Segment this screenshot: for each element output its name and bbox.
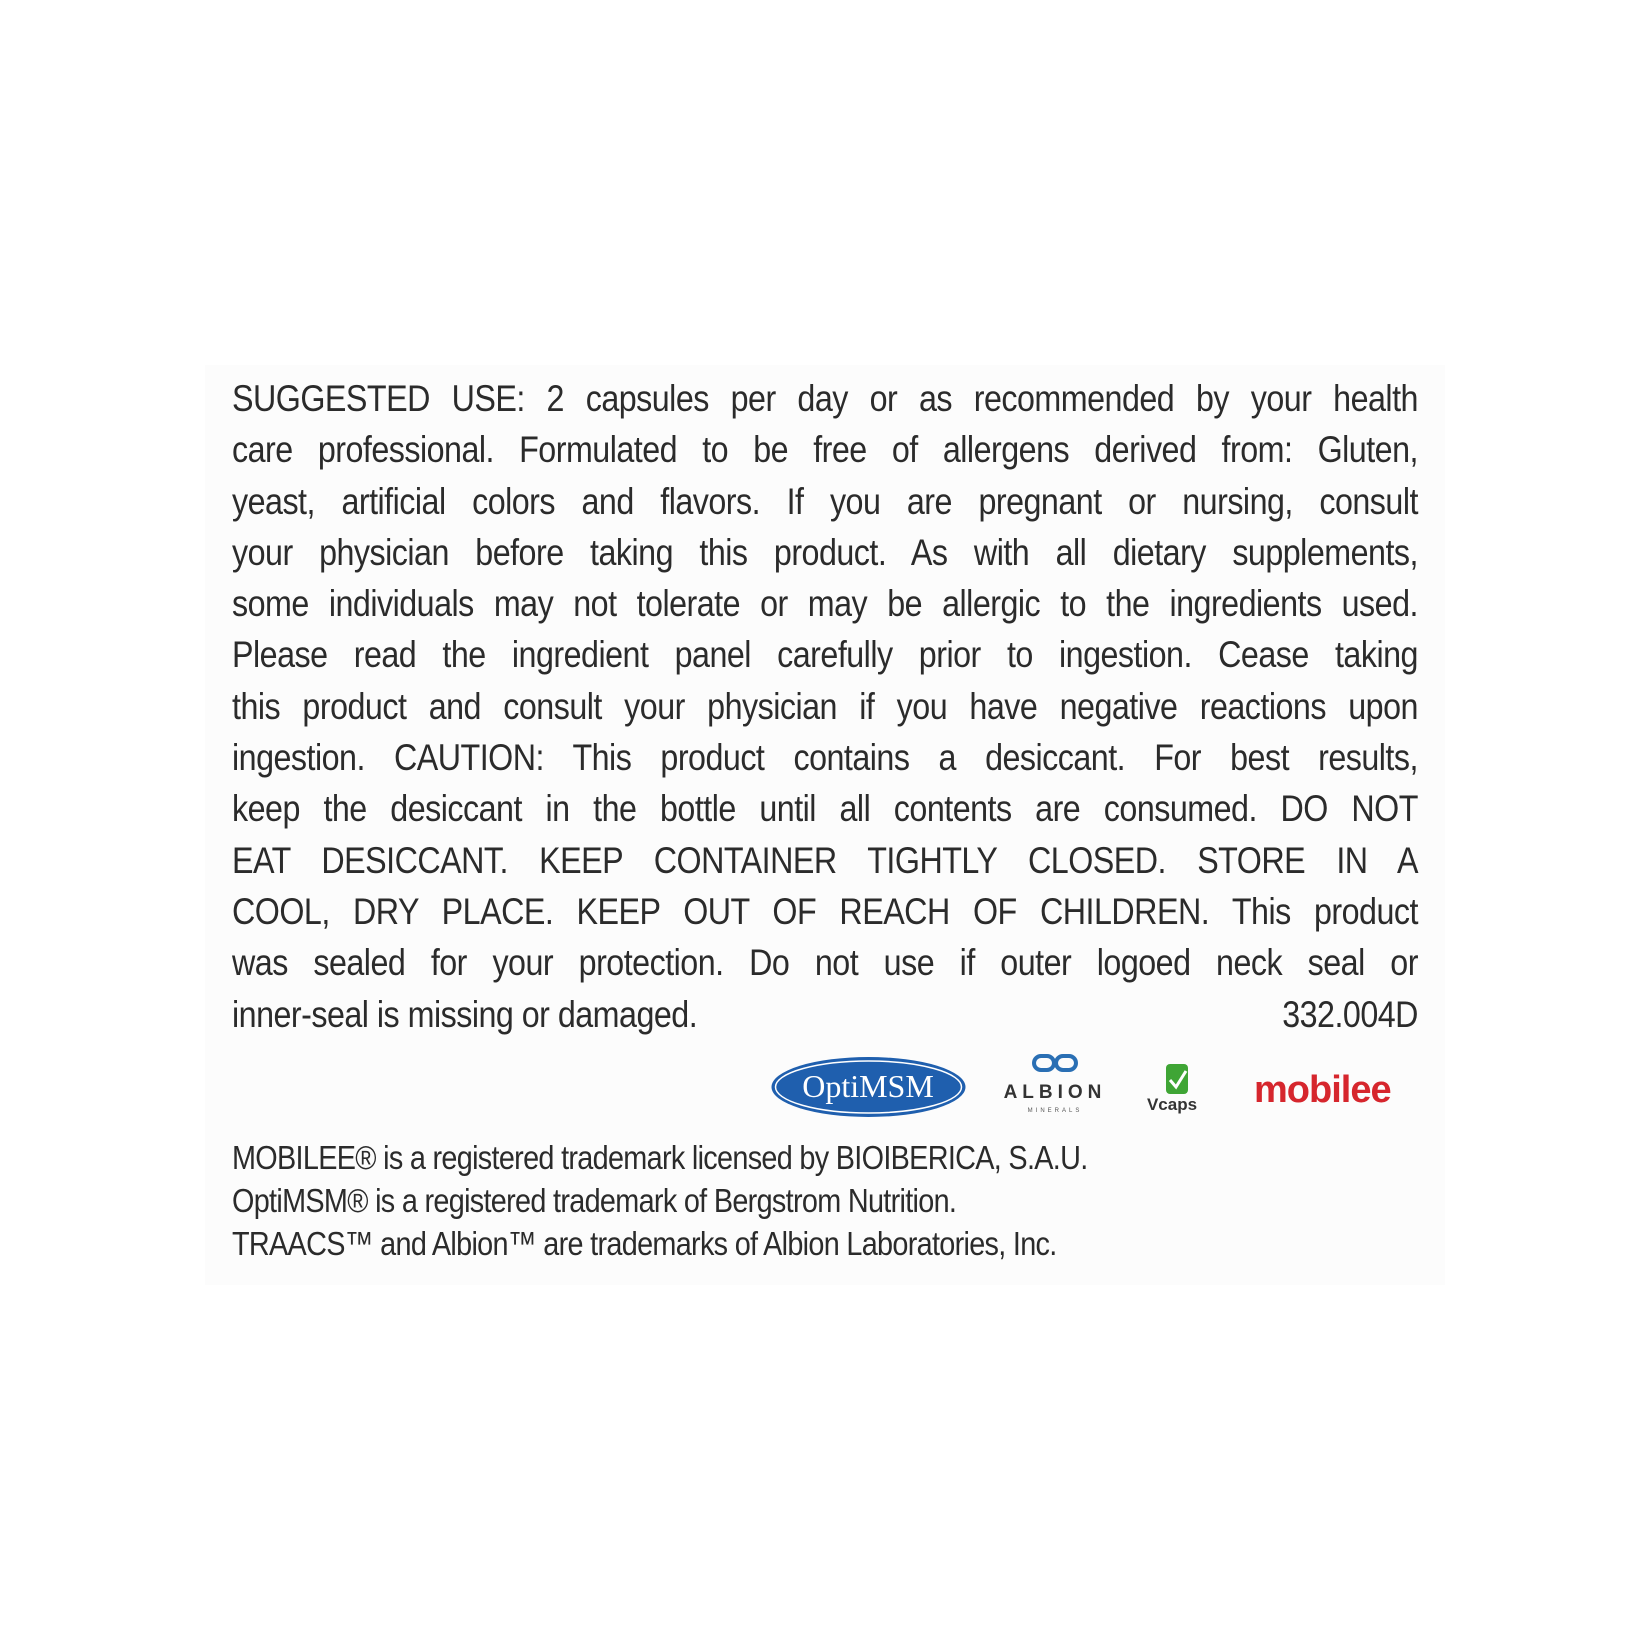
usage-line: ingestion. CAUTION: This product contains a desiccant. For best results, xyxy=(232,736,1418,779)
usage-line: keep the desiccant in the bottle until all contents are consumed. DO NOT xyxy=(232,787,1418,830)
albion-logo xyxy=(996,1052,1114,1122)
usage-line: was sealed for your protection. Do not use if outer logoed neck seal or xyxy=(232,941,1418,984)
usage-line: your physician before taking this product. As with all dietary supplements, xyxy=(232,530,1418,573)
usage-line: yeast, artificial colors and flavors. If you are pregnant or nursing, consult xyxy=(232,479,1418,522)
usage-line: SUGGESTED USE: 2 capsules per day or as recommended by your health xyxy=(232,377,1418,419)
albion-logo-subtext: MINERALS xyxy=(1027,1108,1083,1114)
trademark-line: MOBILEE® is a registered trademark licensed by BIOIBERICA, S.A.U. xyxy=(232,1140,1088,1177)
optimsm-logo-text: OptiMSM xyxy=(802,1068,934,1104)
mobilee-logo xyxy=(1250,1062,1420,1118)
logo-row xyxy=(770,1048,1420,1128)
last-line-row xyxy=(232,989,1418,1040)
usage-last-line: inner-seal is missing or damaged. xyxy=(232,992,698,1035)
trademark-line: TRAACS™ and Albion™ are trademarks of Albion Laboratories, Inc. xyxy=(232,1226,1057,1263)
trademark-notices xyxy=(232,1137,1088,1266)
lot-code: 332.004D xyxy=(1282,992,1418,1035)
usage-line: COOL, DRY PLACE. KEEP OUT OF REACH OF CHILDREN. This product xyxy=(232,889,1418,932)
usage-line: some individuals may not tolerate or may be allergic to the ingredients used. xyxy=(232,582,1418,625)
vcaps-logo-text: Vcaps xyxy=(1146,1095,1198,1114)
usage-line: EAT DESICCANT. KEEP CONTAINER TIGHTLY CLOSED. STORE IN A xyxy=(232,838,1418,881)
albion-logo-text: ALBION xyxy=(1003,1082,1107,1103)
optimsm-logo xyxy=(770,1056,967,1118)
suggested-use-text xyxy=(232,373,1418,1040)
usage-line: care professional. Formulated to be free of allergens derived from: Gluten, xyxy=(232,428,1418,471)
vcaps-logo xyxy=(1132,1060,1216,1120)
vcaps-leaf-icon xyxy=(1166,1064,1188,1094)
mobilee-logo-text: mobilee xyxy=(1254,1069,1391,1111)
usage-line: Please read the ingredient panel carefully prior to ingestion. Cease taking xyxy=(232,633,1418,676)
trademark-line: OptiMSM® is a registered trademark of Bergstrom Nutrition. xyxy=(232,1183,957,1220)
usage-line: this product and consult your physician if you have negative reactions upon xyxy=(232,684,1418,727)
